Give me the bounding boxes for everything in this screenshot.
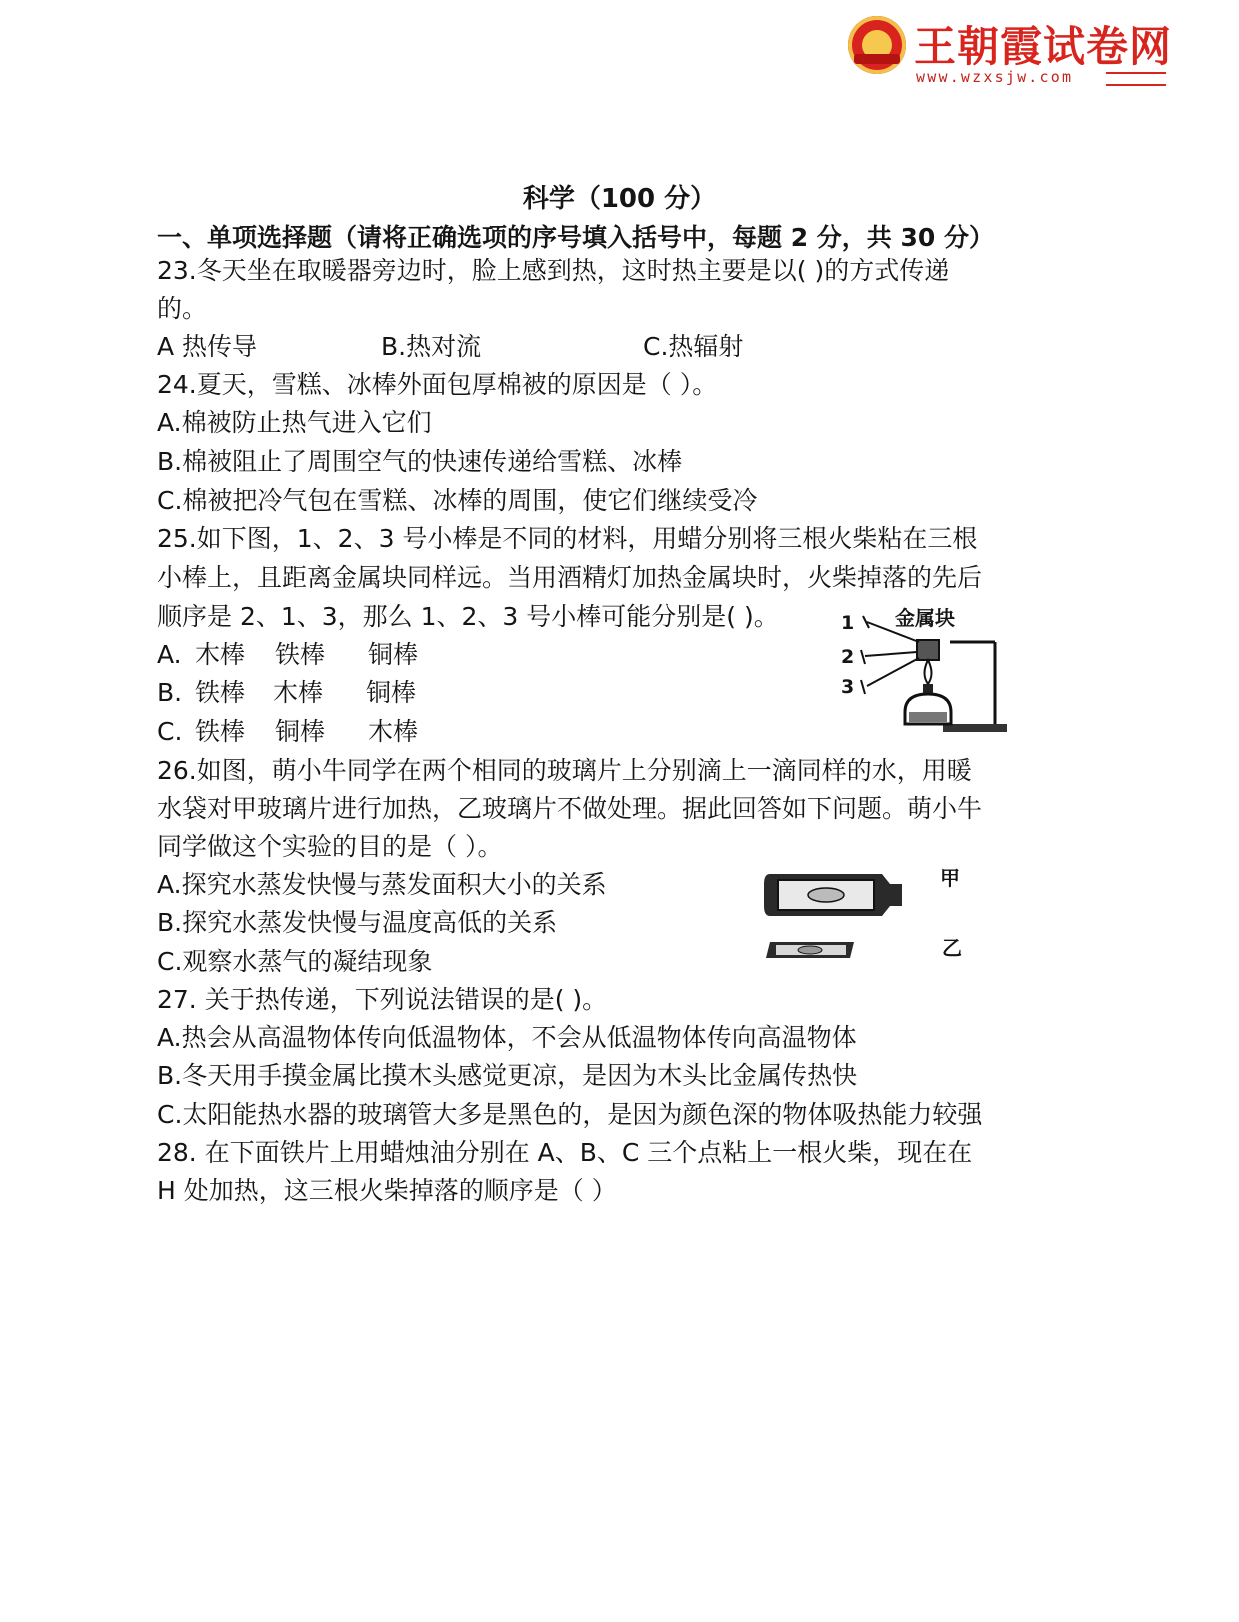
q26-stem-line2: 水袋对甲玻璃片进行加热，乙玻璃片不做处理。据此回答如下问题。萌小牛	[157, 794, 983, 823]
q27-option-c: C.太阳能热水器的玻璃管大多是黑色的，是因为颜色深的物体吸热能力较强	[157, 1100, 983, 1129]
q23-option-c: C.热辐射	[643, 332, 744, 361]
q27-stem: 27. 关于热传递，下列说法错误的是( )。	[157, 985, 608, 1014]
q25-stem-line2: 小棒上，且距离金属块同样远。当用酒精灯加热金属块时，火柴掉落的先后	[157, 563, 983, 592]
q24-option-b: B.棉被阻止了周围空气的快速传递给雪糕、冰棒	[157, 447, 683, 476]
q23-stem-line1: 23.冬天坐在取暖器旁边时，脸上感到热，这时热主要是以( )的方式传递	[157, 256, 950, 285]
logo-title: 王朝霞试卷网	[914, 22, 1173, 71]
q28-stem-line1: 28. 在下面铁片上用蜡烛油分别在 A、B、C 三个点粘上一根火柴，现在在	[157, 1138, 973, 1167]
metal-block-apparatus-diagram	[855, 612, 1015, 754]
q26-option-b: B.探究水蒸发快慢与温度高低的关系	[157, 908, 558, 937]
q25-stem-line3: 顺序是 2、1、3，那么 1、2、3 号小棒可能分别是( )。	[157, 602, 779, 631]
logo-url: www.wzxsjw.com	[916, 68, 1074, 86]
slide-label-yi: 乙	[942, 936, 962, 960]
q26-stem-line3: 同学做这个实验的目的是（ ）。	[157, 832, 503, 861]
q24-option-a: A.棉被防止热气进入它们	[157, 408, 432, 437]
site-logo	[848, 16, 1178, 86]
q23-stem-line2: 的。	[157, 294, 208, 323]
glass-slides-diagram	[764, 860, 914, 970]
q27-option-a: A.热会从高温物体传向低温物体，不会从低温物体传向高温物体	[157, 1023, 857, 1052]
q26-option-a: A.探究水蒸发快慢与蒸发面积大小的关系	[157, 870, 607, 899]
q25-figure	[841, 606, 1015, 754]
q26-stem-line1: 26.如图，萌小牛同学在两个相同的玻璃片上分别滴上一滴同样的水，用暖	[157, 756, 972, 785]
rod-label-3: 3	[841, 676, 855, 698]
page-title: 科学（100 分）	[522, 184, 717, 214]
q24-stem: 24.夏天，雪糕、冰棒外面包厚棉被的原因是（ ）。	[157, 370, 718, 399]
rod-label-1: 1	[841, 612, 855, 634]
section-heading: 一、单项选择题（请将正确选项的序号填入括号中，每题 2 分，共 30 分）	[157, 223, 995, 252]
q25-option-c: C. 铁棒 铜棒 木棒	[157, 717, 419, 746]
q28-stem-line2: H 处加热，这三根火柴掉落的顺序是（ ）	[157, 1176, 617, 1205]
q23-option-b: B.热对流	[381, 332, 482, 361]
q23-option-a: A 热传导	[157, 332, 258, 361]
slide-label-jia: 甲	[940, 866, 960, 890]
q25-option-b: B. 铁棒 木棒 铜棒	[157, 678, 417, 707]
q25-stem-line1: 25.如下图，1、2、3 号小棒是不同的材料，用蜡分别将三根火柴粘在三根	[157, 524, 978, 553]
rod-label-2: 2	[841, 646, 855, 668]
q27-option-b: B.冬天用手摸金属比摸木头感觉更凉，是因为木头比金属传热快	[157, 1061, 858, 1090]
metal-block-label: 金属块	[895, 606, 955, 630]
logo-seal-icon	[848, 16, 906, 74]
q26-figure	[764, 860, 964, 970]
q26-option-c: C.观察水蒸气的凝结现象	[157, 947, 433, 976]
q24-option-c: C.棉被把冷气包在雪糕、冰棒的周围，使它们继续受冷	[157, 486, 758, 515]
logo-waves-icon	[1106, 72, 1166, 86]
q25-option-a: A. 木棒 铁棒 铜棒	[157, 640, 419, 669]
